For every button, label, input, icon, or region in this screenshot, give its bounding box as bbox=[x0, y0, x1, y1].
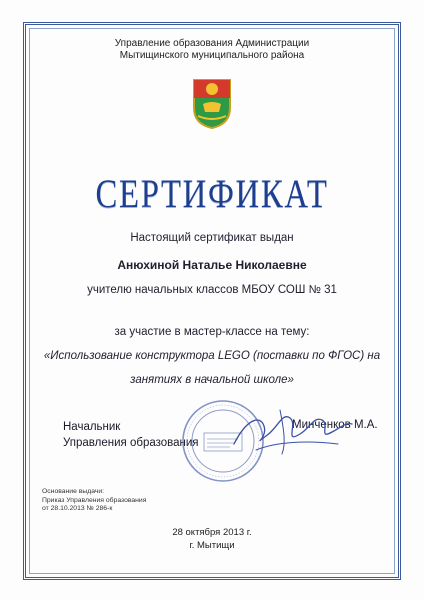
signatory-title-line-2: Управления образования bbox=[63, 437, 199, 449]
signatory-title bbox=[63, 419, 199, 451]
org-line-1: Управление образования Администрации bbox=[114, 38, 310, 49]
issue-date: 28 октября 2013 г. bbox=[172, 527, 252, 538]
issue-city: г. Мытищи bbox=[189, 540, 235, 551]
topic-line-1: «Использование конструктора LEGO (поставки по ФГОС) на bbox=[43, 350, 381, 362]
recipient-name: Анюхиной Наталье Николаевне bbox=[117, 258, 307, 272]
issued-line: Настоящий сертификат выдан bbox=[130, 232, 294, 244]
org-line-2: Мытищинского муниципального района bbox=[119, 50, 305, 61]
certificate-title: СЕРТИФИКАТ bbox=[95, 171, 329, 216]
basis-line-1: Основание выдачи: bbox=[42, 488, 105, 495]
signatory-title-line-1: Начальник bbox=[63, 421, 121, 433]
issuance-basis bbox=[42, 488, 146, 514]
handwritten-signature-icon bbox=[226, 400, 356, 462]
signatory-name: Минченков М.А. bbox=[292, 419, 378, 431]
basis-line-3: от 28.10.2013 № 286-к bbox=[42, 505, 113, 513]
coat-of-arms-icon bbox=[192, 78, 232, 130]
basis-line-2: Приказ Управления образования bbox=[42, 496, 147, 504]
topic-line-2: занятиях в начальной школе» bbox=[130, 374, 294, 386]
issuing-organization bbox=[0, 38, 424, 62]
recipient-position: учителю начальных классов МБОУ СОШ № 31 bbox=[87, 284, 337, 296]
participation-line: за участие в мастер-классе на тему: bbox=[114, 326, 310, 338]
